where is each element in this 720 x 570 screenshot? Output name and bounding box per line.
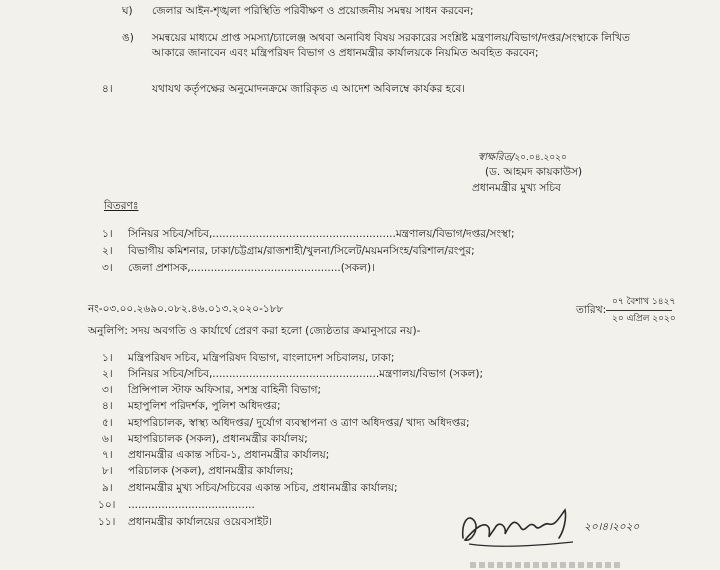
list-item: জেলা প্রশাসক,.............................................(সকল)। bbox=[128, 262, 375, 274]
copy-heading: অনুলিপি: সদয় অবগতি ও কার্যার্থে প্রেরণ করা হলো (জ্যেষ্ঠতার ক্রমানুসারে নয়)- bbox=[88, 325, 421, 337]
memo-number: নং-০৩.০০.২৬৯০.০৮২.৪৬.০১৩.২০২০-১৮৮ bbox=[88, 303, 284, 315]
list-number: ১০। bbox=[98, 499, 116, 511]
list-item: প্রধানমন্ত্রীর মুখ্য সচিব/সচিবের একান্ত সচিব, প্রধানমন্ত্রীর কার্যালয়; bbox=[128, 482, 398, 494]
list-item: প্রধানমন্ত্রীর কার্যালয়ের ওয়েবসাইট। bbox=[128, 516, 272, 528]
clause-text: আকারে জানাবেন এবং মন্ত্রিপরিষদ বিভাগ ও প্রধানমন্ত্রীর কার্যালয়কে নিয়মিত অবহিত করবেন; bbox=[152, 47, 539, 59]
list-number: ৫। bbox=[102, 417, 113, 429]
list-number: ৩। bbox=[102, 262, 113, 274]
list-number: ৪। bbox=[102, 400, 113, 412]
date-divider bbox=[606, 310, 672, 311]
list-number: ১১। bbox=[98, 516, 116, 528]
list-number: ১। bbox=[102, 228, 113, 240]
list-number: ২। bbox=[102, 368, 113, 380]
list-item: বিভাগীয় কমিশনার, ঢাকা/চট্টগ্রাম/রাজশাহী/খুলনা/সিলেট/ময়মনসিংহ/বরিশাল/রংপুর; bbox=[128, 245, 475, 257]
list-item: মন্ত্রিপরিষদ সচিব, মন্ত্রিপরিষদ বিভাগ, বাংলাদেশ সচিবালয়, ঢাকা; bbox=[128, 352, 395, 364]
list-item: ...................................... bbox=[128, 499, 255, 511]
date-english: ২০ এপ্রিল ২০২০ bbox=[612, 314, 676, 324]
cutoff-text-line bbox=[470, 562, 620, 568]
date-bangla: ০৭ বৈশাখ ১৪২৭ bbox=[612, 297, 676, 307]
list-item: পরিচালক (সকল), প্রধানমন্ত্রীর কার্যালয়; bbox=[128, 465, 294, 477]
handwritten-signature bbox=[455, 498, 605, 560]
list-item: সিনিয়র সচিব/সচিব,..................................................মন্ত্রণালয়/বিভাগ (সকল); bbox=[128, 368, 484, 380]
date-label: তারিখ: bbox=[576, 304, 607, 316]
list-number: ১। bbox=[102, 352, 113, 364]
para-text: যথাযথ কর্তৃপক্ষের অনুমোদনক্রমে জারিকৃত এ আদেশ অবিলম্বে কার্যকর হবে। bbox=[152, 83, 466, 95]
signed-date: ২০.০৪.২০২০ bbox=[514, 153, 567, 163]
list-number: ৩। bbox=[102, 384, 113, 396]
distribution-heading: বিতরণঃ bbox=[104, 200, 139, 212]
list-number: ৮। bbox=[102, 465, 113, 477]
list-item: প্রধানমন্ত্রীর একান্ত সচিব-১, প্রধানমন্ত্রীর কার্যালয়; bbox=[128, 449, 330, 461]
clause-text: সমন্বয়ের মাধ্যমে প্রাপ্ত সমস্যা/চ্যালেঞ্জ অথবা অনাবিধ বিষয় সরকারের সংশ্লিষ্ট মন্ত্রণালয়/বিভাগ/দপ্তর/সংস্থাকে লিখিত bbox=[152, 32, 630, 44]
list-number: ২। bbox=[102, 245, 113, 257]
list-number: ৭। bbox=[102, 449, 113, 461]
signatory-name: (ড. আহমদ কায়কাউস) bbox=[485, 166, 583, 178]
list-number: ৯। bbox=[102, 482, 113, 494]
para-label: ৪। bbox=[102, 83, 113, 95]
list-number: ৬। bbox=[102, 433, 113, 445]
clause-label: ঙ) bbox=[122, 32, 134, 44]
signed-mark: স্বাক্ষরিত/ bbox=[478, 152, 515, 163]
list-item: মহাপরিচালক (সকল), প্রধানমন্ত্রীর কার্যালয়; bbox=[128, 433, 308, 445]
signed-note bbox=[478, 150, 567, 165]
handwritten-date: ২০।৪।২০২০ bbox=[584, 521, 640, 533]
list-item: সিনিয়র সচিব/সচিব,.......................................................মন্ত্রণালয়/বিভাগ/দপ্তর/সংস্থা; bbox=[128, 228, 515, 240]
clause-text: জেলার আইন-শৃঙ্খলা পরিস্থিতি পরিবীক্ষণ ও প্রয়োজনীয় সমন্বয় সাধন করবেন; bbox=[152, 5, 474, 17]
signatory-designation: প্রধানমন্ত্রীর মুখ্য সচিব bbox=[472, 182, 561, 194]
list-item: প্রিন্সিপাল স্টাফ অফিসার, সশস্ত্র বাহিনী বিভাগ; bbox=[128, 384, 322, 396]
clause-label: ঘ) bbox=[122, 5, 133, 17]
list-item: মহাপুলিশ পরিদর্শক, পুলিশ অধিদপ্তর; bbox=[128, 400, 281, 412]
list-item: মহাপরিচালক, স্বাস্থ্য অধিদপ্তর/ দুর্যোগ ব্যবস্থাপনা ও ত্রাণ অধিদপ্তর/ খাদ্য অধিদপ্তর; bbox=[128, 417, 470, 429]
